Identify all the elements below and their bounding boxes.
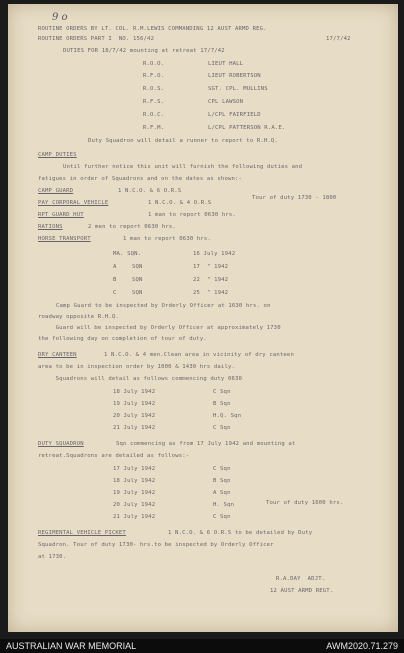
camp-item-text: 1 man to report 0630 hrs. bbox=[148, 212, 236, 218]
roster-sqn: A bbox=[113, 264, 117, 270]
canteen-date: 20 July 1942 bbox=[113, 413, 156, 419]
canteen-date: 19 July 1942 bbox=[113, 401, 156, 407]
header-date: 17/7/42 bbox=[326, 36, 351, 42]
roster-col2: SQN bbox=[132, 264, 143, 270]
archive-footer bbox=[0, 639, 404, 653]
squadron-date: 19 July 1942 bbox=[113, 490, 156, 496]
duty-name: CPL LAWSON bbox=[208, 99, 244, 105]
camp-item-label: PAY CORPORAL VEHICLE bbox=[38, 200, 109, 206]
canteen-sqn: C Sqn bbox=[213, 425, 231, 431]
signature-name: R.A.DAY ADJT. bbox=[276, 576, 326, 582]
roster-col2: SQN bbox=[132, 277, 143, 283]
duty-squadron-side-note: Tour of duty 1600 hrs. bbox=[266, 500, 344, 506]
roster-date: 17 " 1942 bbox=[193, 264, 229, 270]
canteen-date: 18 July 1942 bbox=[113, 389, 156, 395]
canteen-sqn: C Sqn bbox=[213, 389, 231, 395]
dry-canteen-label: DRY CANTEEN bbox=[38, 352, 77, 358]
camp-item-extra: Tour of duty 1730 - 1800 bbox=[252, 195, 337, 201]
duties-intro: DUTIES FOR 18/7/42 mounting at retreat 17/7/42 bbox=[63, 48, 225, 54]
duty-name: L/CPL FAIRFIELD bbox=[208, 112, 261, 118]
roster-col2: SQN bbox=[132, 290, 143, 296]
picket-line-2: Squadron. Tour of duty 1730- hrs.to be inspected by Orderly Officer bbox=[38, 542, 274, 548]
squadron-date: 18 July 1942 bbox=[113, 478, 156, 484]
document-page bbox=[8, 4, 398, 632]
camp-duties-intro-2: fatigues in order of Squadrons and on the dates as shown:- bbox=[38, 176, 243, 182]
duty-role: R.O.S. bbox=[143, 86, 165, 92]
squadron-sqn: B Sqn bbox=[213, 478, 231, 484]
footer-institution: AUSTRALIAN WAR MEMORIAL bbox=[6, 641, 137, 651]
duty-squadron-label: DUTY SQUADRON bbox=[38, 441, 84, 447]
header-line-1: ROUTINE ORDERS BY LT. COL. R.M.LEWIS COMMANDING 12 AUST ARMD REG. bbox=[38, 26, 267, 32]
camp-item-text: 1 N.C.O. & 4 O.R.S bbox=[148, 200, 212, 206]
header-line-2: ROUTINE ORDERS PART I NO. 156/42 bbox=[38, 36, 155, 42]
camp-duties-intro-1: Until further notice this unit will furnish the following duties and bbox=[63, 164, 303, 170]
squadron-date: 21 July 1942 bbox=[113, 514, 156, 520]
duty-name: LIEUT ROBERTSON bbox=[208, 73, 261, 79]
roster-date: 25 " 1942 bbox=[193, 290, 229, 296]
canteen-sqn: H.Q. Sqn bbox=[213, 413, 242, 419]
camp-item-text: 1 man to report 0630 hrs. bbox=[123, 236, 211, 242]
squadron-sqn: C Sqn bbox=[213, 514, 231, 520]
handwritten-mark: 9 o bbox=[52, 12, 68, 23]
roster-header: 16 July 1942 bbox=[193, 251, 236, 257]
dry-canteen-line-2: area to be in inspection order by 1000 & 1430 hrs daily. bbox=[38, 364, 235, 370]
camp-item-text: 2 men to report 0630 hrs. bbox=[88, 224, 176, 230]
duty-squadron-line-1: Sqn commencing as from 17 July 1942 and mounting at bbox=[116, 441, 296, 447]
roster-sqn: C bbox=[113, 290, 117, 296]
camp-item-label: RATIONS bbox=[38, 224, 63, 230]
canteen-sqn: B Sqn bbox=[213, 401, 231, 407]
duty-role: R.F.S. bbox=[143, 99, 165, 105]
inspection-line: the following day on completion of tour of duty. bbox=[38, 336, 207, 342]
runner-note: Duty Squadron will detail a runner to report to R.H.Q. bbox=[88, 138, 278, 144]
squadron-date: 20 July 1942 bbox=[113, 502, 156, 508]
camp-duties-heading: CAMP DUTIES bbox=[38, 152, 77, 158]
inspection-line: roadway opposite R.H.Q. bbox=[38, 314, 119, 320]
camp-item-text: 1 N.C.O. & 6 O.R.S bbox=[118, 188, 182, 194]
dry-canteen-line-1: 1 N.C.O. & 4 men.Clean area in vicinity of dry canteen bbox=[104, 352, 294, 358]
squadron-sqn: C Sqn bbox=[213, 466, 231, 472]
camp-item-label: RPT GUARD HUT bbox=[38, 212, 84, 218]
duty-role: R.F.O. bbox=[143, 73, 165, 79]
roster-sqn: B bbox=[113, 277, 117, 283]
duty-squadron-line-2: retreat.Squadrons are detailed as follows:- bbox=[38, 453, 190, 459]
inspection-line: Guard will be inspected by Orderly Officer at approximately 1730 bbox=[38, 325, 281, 331]
roster-header: MA. SQN. bbox=[113, 251, 142, 257]
squadron-sqn: A Sqn bbox=[213, 490, 231, 496]
canteen-date: 21 July 1942 bbox=[113, 425, 156, 431]
duty-name: LIEUT HALL bbox=[208, 61, 244, 67]
picket-label: REGIMENTAL VEHICLE PICKET bbox=[38, 530, 126, 536]
duty-role: R.O.O. bbox=[143, 61, 165, 67]
footer-accession-number: AWM2020.71.279 bbox=[326, 641, 398, 651]
duty-role: R.O.C. bbox=[143, 112, 165, 118]
duty-name: SGT. CPL. MULLINS bbox=[208, 86, 268, 92]
signature-unit: 12 AUST ARMD REGT. bbox=[270, 588, 334, 594]
duty-role: R.F.M. bbox=[143, 125, 165, 131]
inspection-line: Camp Guard to be inspected by Orderly Officer at 1630 hrs. on bbox=[56, 303, 271, 309]
duty-name: L/CPL PATTERSON R.A.E. bbox=[208, 125, 286, 131]
camp-item-label: HORSE TRANSPORT bbox=[38, 236, 91, 242]
squadron-sqn: H. Sqn bbox=[213, 502, 235, 508]
camp-item-label: CAMP GUARD bbox=[38, 188, 74, 194]
roster-date: 22 " 1942 bbox=[193, 277, 229, 283]
picket-line-3: at 1730. bbox=[38, 554, 67, 560]
dry-canteen-line-3: Squadrons will detail as follows commencing duty 0630 bbox=[38, 376, 243, 382]
squadron-date: 17 July 1942 bbox=[113, 466, 156, 472]
picket-line-1: 1 N.C.O. & 6 O.R.S to be detailed by Duty bbox=[168, 530, 313, 536]
